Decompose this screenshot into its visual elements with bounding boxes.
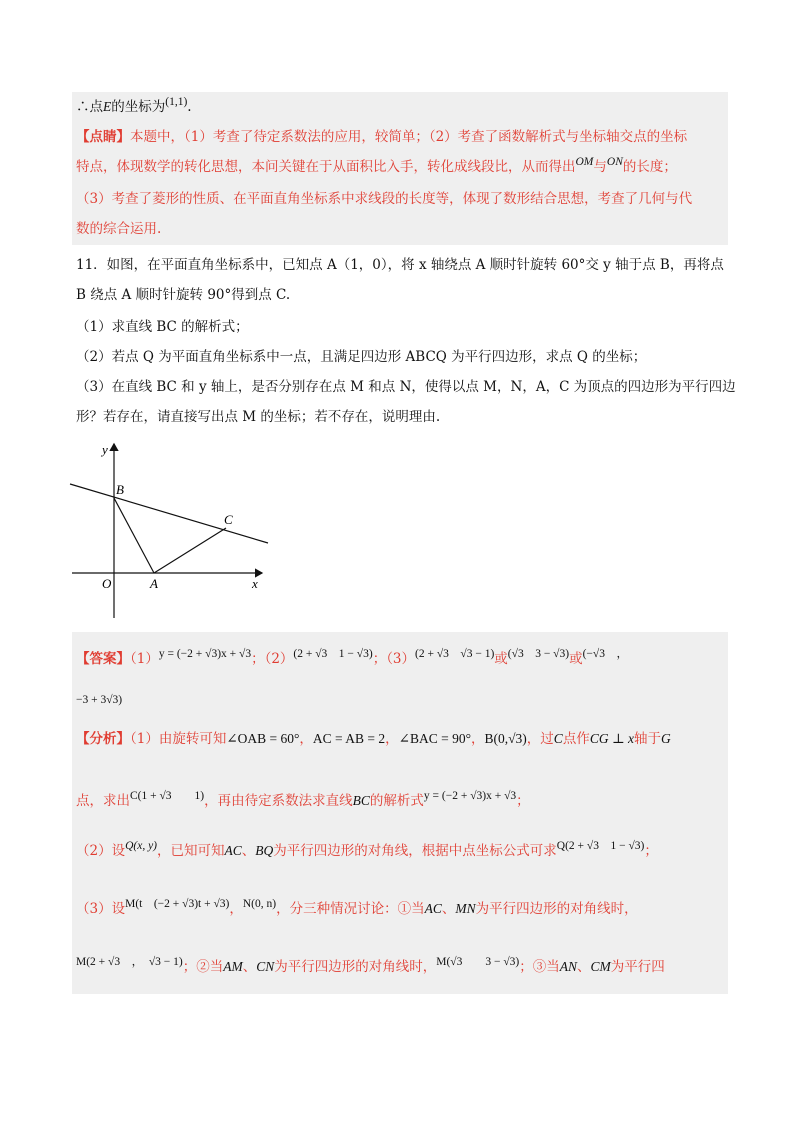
answer-tag: 【答案】 bbox=[76, 651, 130, 667]
analysis-5-text-3: ；③当 bbox=[519, 959, 560, 975]
answer-formula-4: (√3 3 − √3) bbox=[507, 648, 570, 660]
analysis-1-formula-5: CG ⊥ x bbox=[589, 731, 635, 746]
dun-2: 、 bbox=[441, 901, 456, 917]
analysis-1-text: （1）由旋转可知 bbox=[130, 731, 227, 747]
analysis-3-text-3: 为平行四边形的对角线，根据中点坐标公式可求 bbox=[273, 843, 557, 859]
ac-label: AC bbox=[224, 843, 242, 858]
sep-e: ， bbox=[229, 901, 243, 917]
analysis-line-4 bbox=[76, 898, 638, 921]
analysis-2-formula-2: y = (−2 + √3)x + √3 bbox=[423, 790, 517, 802]
label-b: B bbox=[116, 482, 124, 497]
sep-c: ， bbox=[471, 731, 485, 747]
point-e: E bbox=[103, 99, 112, 114]
answer-sep-1: ； bbox=[251, 651, 265, 667]
an-label: AN bbox=[559, 959, 578, 974]
answer-part-1: （1） bbox=[130, 651, 159, 667]
sep-a: ， bbox=[299, 731, 313, 747]
question-line-2: B 绕点 A 顺时针旋转 90°得到点 C. bbox=[76, 287, 291, 303]
question-line-1: 11．如图，在平面直角坐标系中，已知点 A（1，0），将 x 轴绕点 A 顺时针旋转 60°交 y 轴于点 B，再将点 bbox=[76, 257, 724, 273]
analysis-line-2 bbox=[76, 790, 530, 813]
answer-formula-1: y = (−2 + √3)x + √3 bbox=[158, 648, 252, 660]
dun-1: 、 bbox=[241, 843, 256, 859]
comment-line-1 bbox=[76, 126, 687, 148]
analysis-5-text-4: 为平行四 bbox=[610, 959, 665, 975]
label-x: x bbox=[252, 576, 258, 591]
analysis-5-formula-2: M(√3 3 − √3) bbox=[436, 956, 520, 968]
analysis-3-formula-1: Q(x, y) bbox=[125, 840, 158, 852]
point-c: C bbox=[553, 731, 563, 746]
period: . bbox=[187, 99, 192, 115]
label-c: C bbox=[224, 512, 233, 527]
analysis-5-text: ；②当 bbox=[182, 959, 224, 975]
analysis-1-formula-1: ∠OAB = 60° bbox=[226, 731, 300, 746]
answer-formula-2: (2 + √3 1 − √3) bbox=[293, 648, 373, 660]
comment-text-3: （3）考查了菱形的性质、在平面直角坐标系中求线段的长度等，体现了数形结合思想，考查了几何与代 bbox=[76, 191, 693, 207]
analysis-1-formula-3: ∠BAC = 90° bbox=[398, 731, 472, 746]
analysis-4-formula-1: M(t (−2 + √3)t + √3) bbox=[125, 898, 230, 910]
analysis-1-text-2: 点作 bbox=[562, 731, 590, 747]
label-o: O bbox=[102, 576, 112, 591]
solution-line-1 bbox=[76, 96, 192, 119]
sep-b: ， bbox=[385, 731, 399, 747]
analysis-4-text-3: 为平行四边形的对角线时， bbox=[475, 901, 638, 917]
comment-line-2 bbox=[76, 156, 677, 179]
dun-4: 、 bbox=[577, 959, 591, 975]
comment-line-3 bbox=[76, 188, 692, 210]
line-bc bbox=[70, 484, 268, 543]
answer-formula-3: (2 + √3 √3 − 1) bbox=[415, 648, 495, 660]
analysis-3-text-2: ，已知可知 bbox=[157, 843, 225, 859]
analysis-2-end: ； bbox=[516, 793, 530, 809]
analysis-2-formula-1: C(1 + √3 1) bbox=[130, 790, 205, 802]
analysis-tag: 【分析】 bbox=[76, 731, 130, 747]
answer-part-3: （3） bbox=[386, 651, 416, 667]
analysis-1-formula-4: B(0,√3) bbox=[484, 731, 527, 746]
cm-label: CM bbox=[590, 959, 611, 974]
comment-text-2: 特点，体现数学的转化思想，本问关键在于从面积比入手，转化成线段比，从而得出 bbox=[76, 159, 576, 175]
coord-label: 的坐标为 bbox=[111, 99, 166, 115]
om-label: OM bbox=[575, 156, 594, 168]
analysis-1-text-3: 轴于 bbox=[634, 731, 662, 747]
answer-or-2: 或 bbox=[569, 651, 583, 667]
analysis-3-formula-2: Q(2 + √3 1 − √3) bbox=[556, 840, 645, 852]
analysis-4-text: （3）设 bbox=[76, 901, 126, 917]
question-part-3a: （3）在直线 BC 和 y 轴上，是否分别存在点 M 和点 N，使得以点 M，N，A，C 为顶点的四边形为平行四边 bbox=[76, 379, 736, 395]
question-part-1: （1）求直线 BC 的解析式； bbox=[76, 319, 249, 335]
answer-sep-2: ； bbox=[372, 651, 387, 667]
analysis-5-formula-1: M(2 + √3 ， √3 − 1) bbox=[76, 956, 183, 968]
analysis-line-1 bbox=[76, 728, 671, 750]
analysis-3-text: （2）设 bbox=[76, 843, 126, 859]
therefore-text: ∴点 bbox=[76, 99, 103, 115]
segment-ab bbox=[114, 498, 154, 573]
analysis-line-3 bbox=[76, 840, 658, 863]
comment-tag: 【点睛】 bbox=[76, 129, 130, 145]
comment-line-4 bbox=[76, 218, 161, 240]
answer-line-1 bbox=[76, 648, 628, 671]
analysis-line-5 bbox=[76, 956, 665, 979]
and-text: 与 bbox=[593, 159, 607, 175]
point-e-coord: (1,1) bbox=[165, 96, 188, 108]
dun-3: 、 bbox=[242, 959, 257, 975]
cn-label: CN bbox=[256, 959, 275, 974]
analysis-4-text-2: ，分三种情况讨论：①当 bbox=[276, 901, 425, 917]
analysis-4-formula-2: N(0, n) bbox=[242, 898, 277, 910]
answer-formula-5: (−√3 ， bbox=[582, 648, 628, 660]
point-g: G bbox=[661, 731, 671, 746]
length-text: 的长度； bbox=[622, 159, 677, 175]
segment-ac bbox=[154, 528, 226, 573]
answer-or-1: 或 bbox=[494, 651, 508, 667]
am-label: AM bbox=[223, 959, 243, 974]
label-y: y bbox=[102, 442, 108, 457]
analysis-1-formula-2: AC = AB = 2 bbox=[312, 731, 386, 746]
ac-label-2: AC bbox=[424, 901, 442, 916]
analysis-2-text-3: 的解析式 bbox=[369, 793, 424, 809]
comment-text-1: 本题中，（1）考查了待定系数法的应用，较简单；（2）考查了函数解析式与坐标轴交点的坐标 bbox=[130, 129, 688, 145]
analysis-2-text-2: ，再由待定系数法求直线 bbox=[204, 793, 353, 809]
answer-shaded-block bbox=[72, 632, 728, 994]
answer-part-2: （2） bbox=[264, 651, 294, 667]
analysis-3-end: ； bbox=[644, 843, 658, 859]
answer-line-2 bbox=[76, 688, 122, 711]
label-a: A bbox=[150, 576, 158, 591]
analysis-2-text: 点，求出 bbox=[76, 793, 130, 809]
answer-formula-6: −3 + 3√3) bbox=[76, 694, 123, 706]
sep-d: ，过 bbox=[526, 731, 554, 747]
comment-text-4: 数的综合运用. bbox=[76, 221, 162, 237]
question-part-2: （2）若点 Q 为平面直角坐标系中一点，且满足四边形 ABCQ 为平行四边形，求点 Q 的坐标； bbox=[76, 349, 647, 365]
bq-label: BQ bbox=[255, 843, 274, 858]
on-label: ON bbox=[606, 156, 623, 168]
coordinate-figure bbox=[64, 436, 284, 626]
analysis-5-text-2: 为平行四边形的对角线时， bbox=[274, 959, 437, 975]
mn-label: MN bbox=[455, 901, 476, 916]
line-bc-label: BC bbox=[352, 793, 370, 808]
question-part-3b: 形？若存在，请直接写出点 M 的坐标；若不存在，说明理由. bbox=[76, 409, 441, 425]
